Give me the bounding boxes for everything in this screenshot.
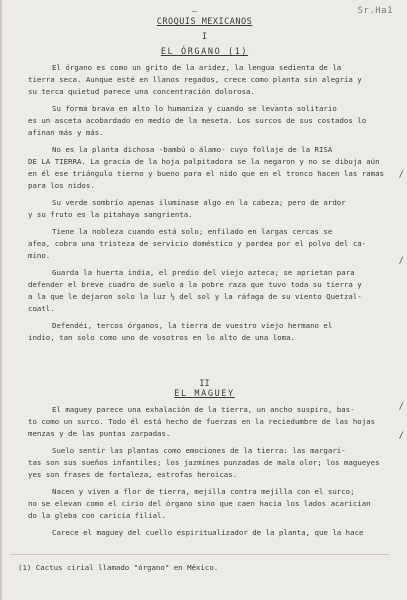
text-line: Nacen y viven a flor de tierra, mejilla contra mejilla con el surco; bbox=[52, 487, 355, 496]
footnote: (1) Cactus cirial llamado "órgano" en México. bbox=[18, 563, 219, 572]
text-line: Tiene la nobleza cuando está solo; enfilado en largas cercas se bbox=[52, 227, 333, 236]
text-line: tas son sus sueños infantiles; los jazmines punzadas de mala olor; los magueyes bbox=[28, 458, 380, 467]
margin-mark: / bbox=[398, 431, 404, 441]
text-line: yes son frases de fortaleza, estrofas heroicas. bbox=[28, 470, 238, 479]
top-mark: – bbox=[192, 7, 198, 17]
text-line: a la que le dejaron solo la luz ½ del sol y la ráfaga de su viento Quetzal- bbox=[28, 292, 362, 301]
text-line: Suelo sentir las plantas como emociones de la tierra: las margari- bbox=[52, 446, 346, 455]
document-title: CROQUIS MEXICANOS bbox=[156, 17, 253, 27]
text-line: Su forma brava en alto lo humaniza y cuando se levanta solitario bbox=[52, 104, 337, 113]
section2-title: EL MAGUEY bbox=[174, 389, 235, 399]
text-line: El órgano es como un grito de la aridez, la lengua sedienta de la bbox=[52, 63, 342, 72]
section1-title: EL ÓRGANO (1) bbox=[160, 47, 249, 57]
text-line: y su fruto es la pitahaya sangrienta. bbox=[28, 210, 193, 219]
text-line: No es la planta dichosa -bambú o álamo- cuyo follaje de la RISA bbox=[52, 145, 333, 154]
text-line: Su verde sombrío apenas ilumínase algo en la cabeza; pero de ardor bbox=[52, 198, 346, 207]
page-identifier: Sr.Ha1 bbox=[357, 6, 393, 16]
text-line: Defendéi, tercos órganos, la tierra de vuestro viejo hermano el bbox=[52, 321, 333, 330]
text-line: coatl. bbox=[28, 304, 55, 313]
margin-mark: / bbox=[398, 402, 404, 412]
text-line: to como un surco. Todo él está hecho de fuerzas en la reciedumbre de las hojas bbox=[28, 417, 376, 426]
text-line: indio, tan solo como uno de vosotros en lo alto de una loma. bbox=[28, 333, 295, 342]
text-line: para los nidos. bbox=[28, 181, 95, 190]
text-line: El maguey parece una exhalación de la tierra, un ancho suspiro, bas- bbox=[52, 405, 355, 414]
text-line: no se elevan como el cirio del órgano sino que caen hacia los lados acarician bbox=[28, 499, 371, 508]
text-line: do la gleba con caricia filial. bbox=[28, 511, 166, 520]
text-line: es un asceta acobardado en medio de la meseta. Los surcos de sus costados lo bbox=[28, 116, 367, 125]
text-line: afea, cobra una tristeza de servicio doméstico y pardea por el polvo del ca- bbox=[28, 239, 367, 248]
text-line: en él ese triángulo tierno y bueno para el nido que en el tronco hacen las ramas bbox=[28, 169, 384, 178]
text-line: tierra seca. Aunque esté en llanos regados, crece como planta sin alegría y bbox=[28, 75, 362, 84]
text-line: menzas y de las puntas zarpadas. bbox=[28, 429, 171, 438]
text-line: Guarda la huerta india, el predio del viejo azteca; se aprietan para bbox=[52, 268, 355, 277]
text-line: DE LA TIERRA. La gracia de la hoja palpitadora se la negaron y no se dibuja aún bbox=[28, 157, 380, 166]
section1-numeral: I bbox=[201, 32, 208, 42]
text-line: defender el breve cuadro de suelo a la pobre raza que tuvo toda su tierra y bbox=[28, 280, 362, 289]
text-line: mino. bbox=[28, 251, 51, 260]
text-line: Carece el maguey del cuello espiritualizador de la planta, que la hace bbox=[52, 528, 364, 537]
text-line: afinan más y más. bbox=[28, 128, 104, 137]
section2-numeral: II bbox=[199, 379, 210, 389]
footnote-divider bbox=[10, 554, 389, 555]
margin-mark: / bbox=[398, 256, 404, 266]
margin-mark: / bbox=[398, 170, 404, 180]
text-line: su terca quietud parece una concentración dolorosa. bbox=[28, 87, 255, 96]
